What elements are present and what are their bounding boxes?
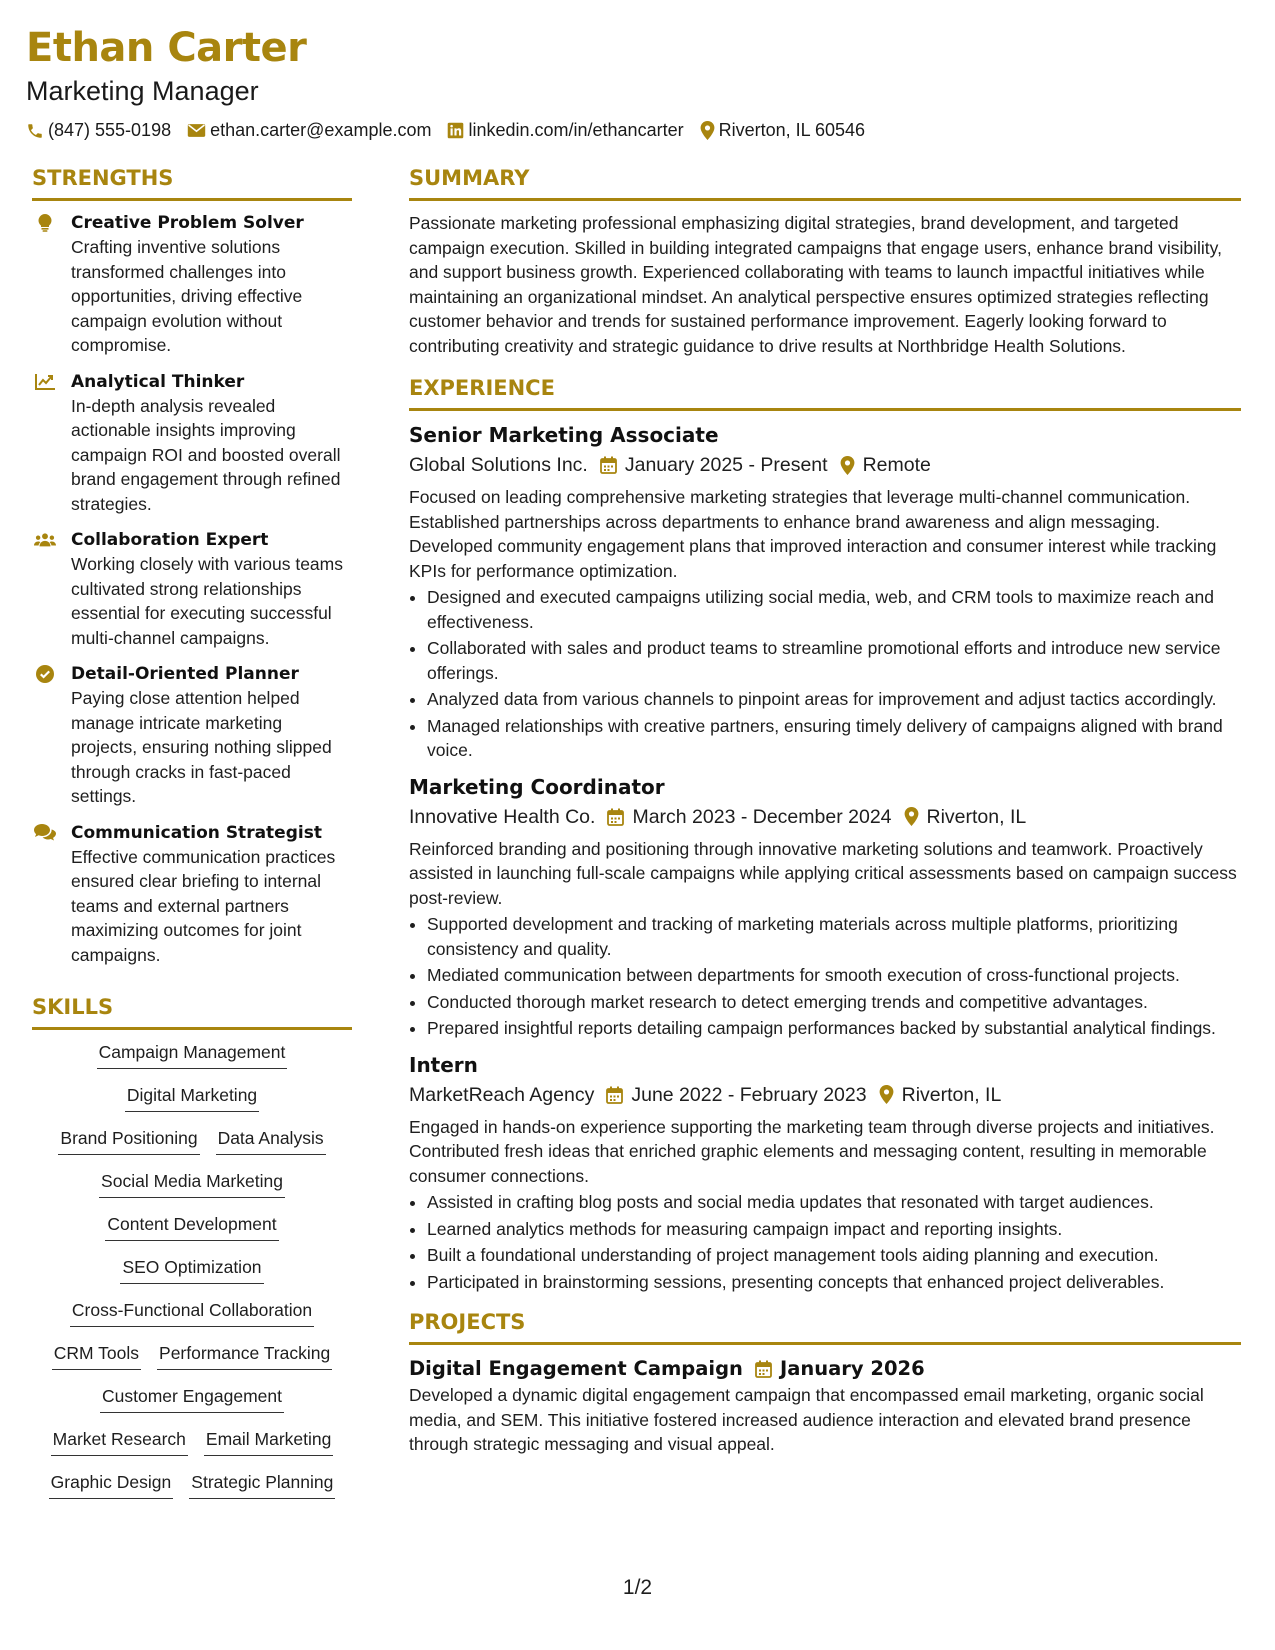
strength-title: Communication Strategist [71, 822, 322, 843]
skill-tag: Graphic Design [49, 1470, 174, 1499]
summary-text: Passionate marketing professional emphasizing digital strategies, brand development, and targeted campaign execution. Skilled in building integrated campaigns that engage users, enhance brand visibility, and support business growth. Experienced collaborating with teams to launch impactful initiatives while maintaining an organizational mindset. An analytical perspective ensures optimized strategies reflecting customer behavior and trends for sustained performance improvement. Eagerly looking forward to contributing creativity and strategic guidance to drive results at Northbridge Health Solutions. [409, 213, 1222, 356]
job-description: Focused on leading comprehensive marketing strategies that leverage multi-channel communication. Established partnerships across departments to enhance brand awareness and align messaging. Developed community engagement plans that improved interaction and consumer interest while tracking KPIs for performance optimization. [409, 487, 1217, 581]
strength-item [32, 528, 352, 650]
job-company: Innovative Health Co. [409, 805, 596, 828]
email-text[interactable]: ethan.carter@example.com [210, 120, 432, 140]
skill-tag: Cross-Functional Collaboration [70, 1298, 314, 1327]
calendar-icon [607, 808, 624, 826]
skill-tag: CRM Tools [52, 1341, 141, 1370]
job-company: MarketReach Agency [409, 1083, 595, 1106]
job-bullet: • Managed relationships with creative partners, ensuring timely delivery of campaigns aligned with brand voice. [427, 714, 1241, 763]
strength-title: Collaboration Expert [71, 530, 269, 550]
phone-text: (847) 555-0198 [48, 120, 172, 140]
skill-tag: Social Media Marketing [99, 1169, 285, 1198]
skill-tag: Performance Tracking [157, 1341, 332, 1370]
contact-email[interactable] [187, 120, 431, 141]
project-title: Digital Engagement Campaign [409, 1357, 743, 1380]
skill-row [32, 1212, 352, 1241]
skill-tag: Content Development [105, 1212, 278, 1241]
skill-tag: Digital Marketing [125, 1083, 259, 1112]
summary-heading: SUMMARY [409, 164, 1241, 201]
job-title: Senior Marketing Associate [409, 423, 719, 447]
strength-desc: Crafting inventive solutions transformed challenges into opportunities, driving effective campaign evolution without compromise. [71, 237, 303, 355]
job-bullets [409, 912, 1241, 1041]
skills-heading: SKILLS [32, 993, 352, 1030]
map-pin-icon [904, 807, 919, 826]
check-circle-icon [34, 664, 56, 684]
job-dates: June 2022 - February 2023 [631, 1083, 867, 1106]
skill-row [32, 1427, 352, 1456]
strength-item [32, 370, 352, 517]
skill-tag: Email Marketing [204, 1427, 333, 1456]
contact-bar [26, 120, 1246, 141]
comments-icon [34, 823, 56, 843]
job-company: Global Solutions Inc. [409, 454, 588, 476]
right-column [409, 164, 1241, 1457]
job-bullet: • Mediated communication between departments for smooth execution of cross-functional projects. [427, 963, 1241, 988]
job-bullets [409, 585, 1241, 763]
strength-item [32, 821, 352, 968]
experience-heading: EXPERIENCE [409, 374, 1241, 411]
strength-title: Detail-Oriented Planner [71, 664, 299, 684]
strengths-heading: STRENGTHS [32, 164, 352, 201]
job-location: Riverton, IL [926, 805, 1027, 828]
project-description: Developed a dynamic digital engagement campaign that encompassed email marketing, organic social media, and SEM. This initiative fostered increased audience interaction and elevated brand presence through strategic messaging and visual appeal. [409, 1385, 1204, 1454]
job-bullet: • Supported development and tracking of marketing materials across multiple platforms, prioritizing consistency and quality. [427, 912, 1241, 961]
map-pin-icon [840, 456, 855, 475]
left-column [32, 164, 352, 1513]
location-text: Riverton, IL 60546 [718, 120, 866, 140]
job-dates: March 2023 - December 2024 [632, 805, 892, 828]
phone-icon [26, 122, 44, 140]
skill-tag: Brand Positioning [58, 1126, 199, 1155]
lightbulb-icon [34, 213, 56, 233]
job-bullet: • Prepared insightful reports detailing campaign performances backed by substantial analytical findings. [427, 1016, 1241, 1041]
job-location: Remote [862, 454, 931, 476]
map-pin-icon [879, 1085, 894, 1104]
job-description: Reinforced branding and positioning through innovative marketing solutions and teamwork. Proactively assisted in launching full-scale campaigns while applying critical assessments based on campaign success post-review. [409, 838, 1237, 908]
skill-row [32, 1083, 352, 1112]
project-date: January 2026 [779, 1357, 925, 1380]
linkedin-text[interactable]: linkedin.com/in/ethancarter [468, 120, 684, 140]
skill-tag: SEO Optimization [120, 1255, 263, 1284]
job-bullet: • Assisted in crafting blog posts and social media updates that resonated with target audiences. [427, 1190, 1241, 1215]
job-bullet: • Analyzed data from various channels to pinpoint areas for improvement and adjust tactics accordingly. [427, 687, 1241, 712]
page-number: 1/2 [622, 1576, 653, 1599]
resume-header [26, 24, 1246, 141]
strength-title: Analytical Thinker [71, 371, 245, 392]
job-bullets [409, 1190, 1241, 1294]
job-meta [409, 451, 1241, 479]
job-bullet: • Collaborated with sales and product teams to streamline promotional efforts and introduce new service offerings. [427, 636, 1241, 685]
skill-row [32, 1341, 352, 1370]
contact-phone [26, 120, 171, 141]
strength-title: Creative Problem Solver [71, 213, 304, 233]
job-bullet: • Designed and executed campaigns utilizing social media, web, and CRM tools to maximize reach and effectiveness. [427, 585, 1241, 634]
users-icon [34, 530, 56, 550]
skills-list [32, 1040, 352, 1499]
projects-heading: PROJECTS [409, 1308, 1241, 1345]
candidate-name: Ethan Carter [26, 25, 307, 71]
skill-row [32, 1384, 352, 1413]
strength-desc: Working closely with various teams cultivated strong relationships essential for executing successful multi-channel campaigns. [71, 554, 343, 648]
skill-row [32, 1255, 352, 1284]
project-entry [409, 1355, 1241, 1457]
job-meta [409, 1081, 1241, 1109]
skill-tag: Strategic Planning [189, 1470, 335, 1499]
job-location: Riverton, IL [901, 1083, 1002, 1106]
job-dates: January 2025 - Present [624, 454, 828, 476]
project-title-row [409, 1355, 1241, 1383]
job-bullet: • Built a foundational understanding of project management tools aiding planning and execution. [427, 1243, 1241, 1268]
calendar-icon [600, 456, 617, 474]
strength-item [32, 662, 352, 809]
strength-item [32, 211, 352, 358]
skill-tag: Market Research [51, 1427, 188, 1456]
chart-line-icon [34, 372, 56, 392]
candidate-role: Marketing Manager [26, 76, 259, 106]
job-title: Intern [409, 1052, 478, 1077]
skill-row [32, 1470, 352, 1499]
strength-desc: Paying close attention helped manage intricate marketing projects, ensuring nothing slipped through cracks in fast-paced settings. [71, 688, 332, 806]
job-title: Marketing Coordinator [409, 774, 665, 799]
linkedin-icon [447, 122, 464, 139]
skill-row [32, 1040, 352, 1069]
map-pin-icon [700, 121, 715, 140]
job-entry [409, 421, 1241, 763]
job-entry [409, 773, 1241, 1041]
envelope-icon [187, 123, 206, 138]
job-entry [409, 1051, 1241, 1295]
skill-tag: Campaign Management [97, 1040, 288, 1069]
job-meta [409, 803, 1241, 831]
skill-tag: Data Analysis [216, 1126, 326, 1155]
skill-row [32, 1298, 352, 1327]
contact-linkedin[interactable] [447, 120, 683, 141]
calendar-icon [606, 1086, 623, 1104]
skill-tag: Customer Engagement [100, 1384, 284, 1413]
calendar-icon [755, 1360, 772, 1378]
strength-desc: Effective communication practices ensured clear briefing to internal teams and external partners maximizing outcomes for joint campaigns. [71, 846, 336, 965]
job-description: Engaged in hands-on experience supporting the marketing team through diverse projects and initiatives. Contributed fresh ideas that enriched graphic elements and messaging content, resulting in memorable consumer connections. [409, 1116, 1215, 1186]
job-bullet: • Learned analytics methods for measuring campaign impact and reporting insights. [427, 1217, 1241, 1242]
job-bullet: • Participated in brainstorming sessions, presenting concepts that enhanced project deliverables. [427, 1270, 1241, 1295]
strength-desc: In-depth analysis revealed actionable insights improving campaign ROI and boosted overall brand engagement through refined strategies. [71, 395, 341, 514]
skill-row [32, 1126, 352, 1155]
contact-location [700, 120, 865, 141]
skill-row [32, 1169, 352, 1198]
job-bullet: • Conducted thorough market research to detect emerging trends and competitive advantages. [427, 990, 1241, 1015]
